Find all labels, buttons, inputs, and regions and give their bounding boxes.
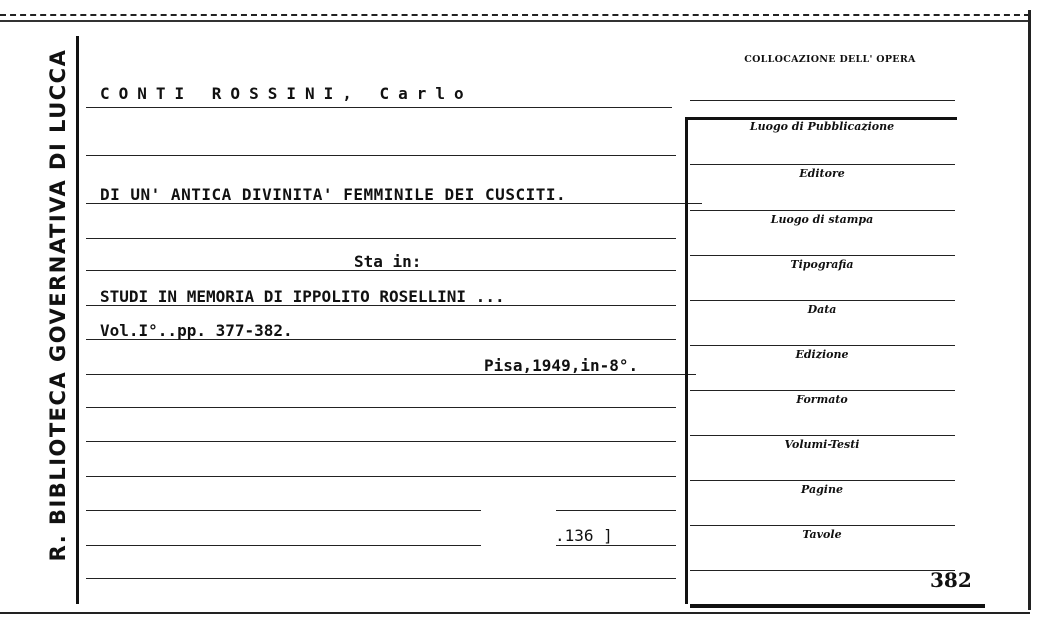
- ruled-line: [86, 510, 481, 511]
- collocation-rule: [690, 164, 955, 165]
- volume-pages: Vol.I°..pp. 377-382.: [100, 321, 293, 340]
- collocation-rule: [690, 100, 955, 101]
- imprint: Pisa,1949,in-8°.: [484, 356, 639, 375]
- field-luogo-pubblicazione: Luogo di Pubblicazione: [749, 120, 895, 133]
- call-number: .136 ]: [555, 526, 613, 545]
- field-luogo-stampa: Luogo di stampa: [770, 213, 874, 226]
- ruled-line: [556, 545, 676, 546]
- collocation-rule: [690, 255, 955, 256]
- field-pagine: Pagine: [801, 483, 843, 496]
- field-edizione: Edizione: [795, 348, 849, 361]
- ruled-line: [86, 238, 676, 239]
- collocation-header: COLLOCAZIONE DELL' OPERA: [744, 54, 916, 65]
- collocation-box-left: [685, 118, 688, 604]
- collocation-rule: [690, 525, 955, 526]
- field-tipografia: Tipografia: [790, 258, 854, 271]
- ruled-line: [86, 476, 676, 477]
- card-bottom-border: [0, 612, 1030, 614]
- shelf-number: 382: [930, 568, 972, 592]
- institution-label: R. BIBLIOTECA GOVERNATIVA DI LUCCA: [46, 48, 70, 562]
- ruled-line: [86, 545, 481, 546]
- ruled-line: [86, 155, 676, 156]
- ruled-line: [86, 107, 672, 108]
- card-top-border-inner: [0, 20, 1030, 22]
- bottom-bar: [690, 604, 985, 608]
- collocation-rule: [690, 435, 955, 436]
- source-title: STUDI IN MEMORIA DI IPPOLITO ROSELLINI ...: [100, 287, 505, 306]
- field-editore: Editore: [799, 167, 845, 180]
- field-volumi-testi: Volumi-Testi: [784, 438, 860, 451]
- field-tavole: Tavole: [802, 528, 842, 541]
- collocation-rule: [690, 570, 955, 571]
- ruled-line: [556, 510, 676, 511]
- field-formato: Formato: [796, 393, 848, 406]
- card-top-border: [0, 14, 1030, 16]
- field-data: Data: [807, 303, 837, 316]
- ruled-line: [86, 441, 676, 442]
- collocation-rule: [690, 390, 955, 391]
- collocation-rule: [690, 345, 955, 346]
- in-label: Sta in:: [354, 252, 422, 271]
- ruled-line: [86, 407, 676, 408]
- work-title: DI UN' ANTICA DIVINITA' FEMMINILE DEI CUSCITI.: [100, 185, 567, 204]
- card-right-border: [1028, 10, 1031, 610]
- collocation-rule: [690, 480, 955, 481]
- margin-line: [76, 36, 79, 604]
- ruled-line: [86, 578, 676, 579]
- collocation-rule: [690, 300, 955, 301]
- author-heading: CONTI ROSSINI, Carlo: [100, 84, 473, 103]
- collocation-rule: [690, 210, 955, 211]
